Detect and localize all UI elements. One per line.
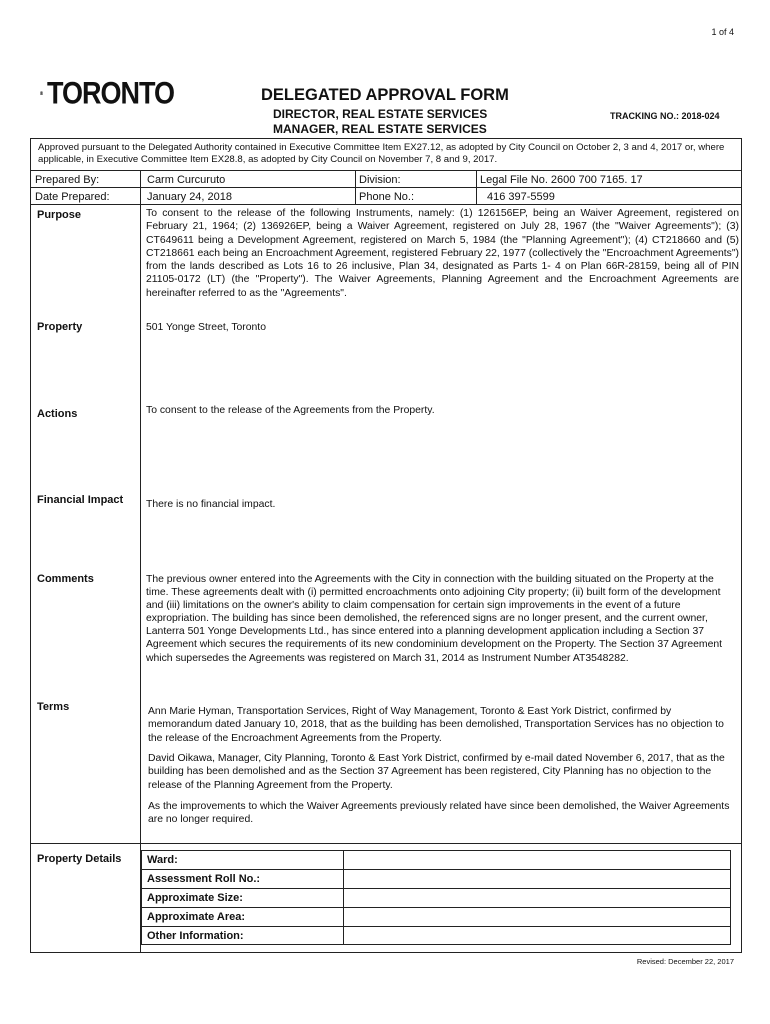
date-prepared-value: January 24, 2018 (147, 191, 233, 203)
column-divider (355, 170, 356, 204)
city-hall-icon (40, 76, 43, 110)
divider (30, 843, 742, 844)
comments-label: Comments (37, 573, 94, 585)
comments-text: The previous owner entered into the Agreements with the City in connection with the building situated on the Property at the time. These agreements dealt with (i) permitted encroachments onto adjoining City property; (ii) built form of the development and (iii) limitations on the owner's ability to claim compensation for certain sign improvements in the event of a future expropriation. The building has since been demolished, the referenced signs are no longer present, and the current owner, Lanterra 501 Yonge Developments Ltd., has since entered into a planning development application including a Section 37 Agreement which secures the requirements of its new condominium development on the Property. The Section 37 Agreement which supersedes the Agreements was registered on March 31, 2014 as Instrument Number AT3548282. (146, 574, 723, 664)
terms-paragraph-3: As the improvements to which the Waiver Agreements previously related have since been demolished, the Waiver Agreements are no longer required. (148, 801, 730, 826)
divider (30, 187, 742, 188)
actions-text: To consent to the release of the Agreements from the Property. (146, 405, 435, 416)
table-row-divider (142, 926, 730, 927)
column-divider (140, 170, 141, 953)
actions-label: Actions (37, 408, 78, 420)
form-title: DELEGATED APPROVAL FORM (261, 86, 509, 104)
toronto-logo (40, 72, 174, 114)
property-label: Property (37, 321, 83, 333)
subtitle-manager: MANAGER, REAL ESTATE SERVICES (273, 122, 487, 136)
terms-paragraph-2: David Oikawa, Manager, City Planning, Toronto & East York District, confirmed by e-mail dated November 6, 2017, that as the building has been demolished and as the Section 37 Agreement has been registered, City Planning has no objection to the release of the Planning Agreement from the Property. (148, 753, 725, 791)
property-text: 501 Yonge Street, Toronto (146, 322, 266, 333)
column-divider (476, 170, 477, 204)
intro-text: Approved pursuant to the Delegated Authority contained in Executive Committee Item EX27.12, as adopted by City Council on October 2, 3 and 4, 2017 or, where applicable, in Executive Committee Item EX28.8, as adopted by City Council on November 7, 8 and 9, 2017. (38, 142, 725, 165)
table-row-divider (142, 907, 730, 908)
ward-label: Ward: (147, 854, 178, 866)
assessment-roll-label: Assessment Roll No.: (147, 873, 261, 885)
tracking-number: TRACKING NO.: 2018-024 (610, 111, 720, 121)
divider (30, 204, 742, 205)
page-number: 1 of 4 (711, 27, 734, 37)
table-row-divider (142, 869, 730, 870)
phone-value: 416 397-5599 (487, 191, 555, 203)
divider (30, 170, 742, 171)
division-value: Legal File No. 2600 700 7165. 17 (480, 174, 643, 186)
column-divider (343, 851, 344, 944)
prepared-by-value: Carm Curcuruto (147, 174, 226, 186)
financial-impact-label: Financial Impact (37, 494, 124, 506)
approximate-size-label: Approximate Size: (147, 892, 243, 904)
phone-label: Phone No.: (359, 191, 415, 203)
property-details-label: Property Details (37, 853, 122, 865)
revised-date: Revised: December 22, 2017 (636, 957, 734, 966)
property-details-table (141, 850, 731, 945)
subtitle-director: DIRECTOR, REAL ESTATE SERVICES (273, 107, 488, 121)
approximate-area-label: Approximate Area: (147, 911, 246, 923)
prepared-by-label: Prepared By: (35, 174, 100, 186)
terms-paragraph-1: Ann Marie Hyman, Transportation Services, Right of Way Management, Toronto & East York District, confirmed by memorandum dated January 10, 2018, that as the building has been demolished, Transportation Services has no objection to the release of the Encroachment Agreements from the Property. (148, 706, 724, 744)
purpose-text: To consent to the release of the following Instruments, namely: (1) 126156EP, being an Waiver Agreement, registered on February 21, 1964; (2) 136926EP, being a Waiver Agreement, registered on July 28, 1967 (the "Waiver Agreements"); (3) CT649611 being a Development Agreement, registered on March 5, 1984 (the "Planning Agreement"); (4) CT218660 and (5) CT218661 each being an Encroachment Agreement, registered February 22, 1977 (collectively the "Encroachment Agreements") from the lands described as Lots 16 to 26 inclusive, Plan 34, designated as Parts 1- 4 on Plan 66R-28159, being all of PIN 21105-0172 (LT) (the "Property"). The Waiver Agreements, Planning Agreement and the Encroachment Agreements are hereinafter referred to as the "Agreements". (146, 208, 739, 299)
other-information-label: Other Information: (147, 930, 244, 942)
financial-impact-text: There is no financial impact. (146, 499, 276, 510)
purpose-label: Purpose (37, 209, 82, 221)
logo-wordmark: TORONTO (46, 75, 174, 110)
terms-label: Terms (37, 701, 70, 713)
table-row-divider (142, 888, 730, 889)
date-prepared-label: Date Prepared: (35, 191, 110, 203)
division-label: Division: (359, 174, 401, 186)
